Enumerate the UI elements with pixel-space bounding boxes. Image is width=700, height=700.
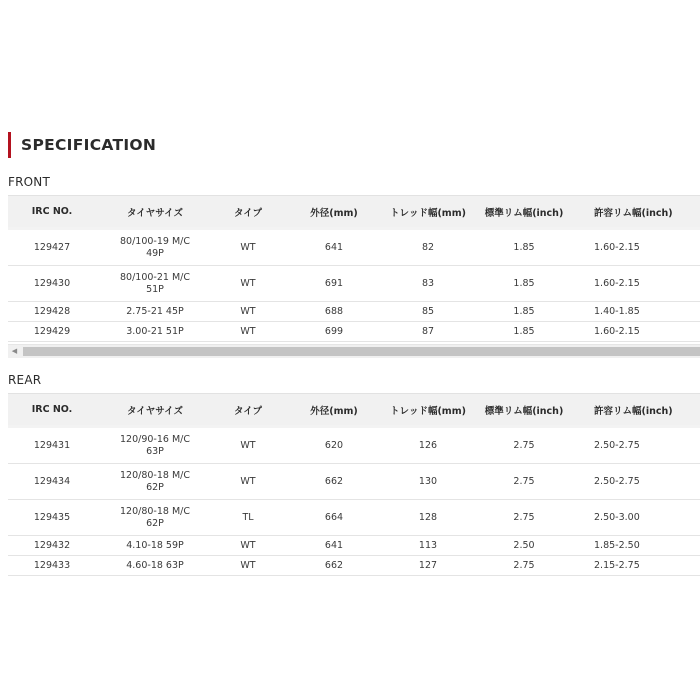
irc-no-cell: 129427 [8, 229, 96, 266]
allow-rim-cell: 2.50-2.75 [578, 427, 700, 464]
rear-label: REAR [8, 373, 42, 387]
diameter-cell: 691 [282, 266, 386, 302]
type-cell: WT [214, 302, 282, 322]
col-allowed-rim: 許容リム幅(inch) [578, 394, 700, 427]
table-row [8, 302, 700, 322]
irc-no-cell: 129435 [8, 500, 96, 536]
diameter-cell: 664 [282, 500, 386, 536]
size-line1: 80/100-21 M/C [120, 271, 190, 283]
scroll-left-arrow-icon[interactable]: ◀ [11, 347, 18, 355]
col-type: タイプ [214, 196, 282, 229]
tire-size-cell [96, 464, 214, 500]
tire-size-cell [96, 266, 214, 302]
table-row [8, 322, 700, 342]
rear-header-row [8, 394, 700, 427]
irc-no-cell: 129433 [8, 556, 96, 576]
col-outer-diameter: 外径(mm) [282, 196, 386, 229]
irc-no-cell: 129434 [8, 464, 96, 500]
tread-cell: 87 [386, 322, 470, 342]
col-standard-rim: 標準リム幅(inch) [470, 196, 578, 229]
table-row [8, 229, 700, 266]
tread-cell: 83 [386, 266, 470, 302]
std-rim-cell: 1.85 [470, 322, 578, 342]
table-row [8, 266, 700, 302]
allow-rim-cell: 2.15-2.75 [578, 556, 700, 576]
tire-size-cell [96, 229, 214, 266]
std-rim-cell: 2.75 [470, 464, 578, 500]
scrollbar-thumb[interactable] [23, 347, 700, 356]
tire-size-cell [96, 427, 214, 464]
tread-cell: 82 [386, 229, 470, 266]
std-rim-cell: 1.85 [470, 266, 578, 302]
std-rim-cell: 2.75 [470, 500, 578, 536]
tread-cell: 127 [386, 556, 470, 576]
tread-cell: 130 [386, 464, 470, 500]
std-rim-cell: 1.85 [470, 229, 578, 266]
irc-no-cell: 129431 [8, 427, 96, 464]
tire-size-cell: 4.60-18 63P [96, 556, 214, 576]
size-line1: 120/90-16 M/C [120, 433, 190, 445]
tire-size-cell [96, 500, 214, 536]
type-cell: WT [214, 556, 282, 576]
diameter-cell: 641 [282, 536, 386, 556]
diameter-cell: 620 [282, 427, 386, 464]
col-irc-no: IRC NO. [8, 394, 96, 427]
type-cell: WT [214, 464, 282, 500]
col-tread-width: トレッド幅(mm) [386, 196, 470, 229]
allow-rim-cell: 1.60-2.15 [578, 229, 700, 266]
allow-rim-cell: 2.50-3.00 [578, 500, 700, 536]
front-header-row [8, 196, 700, 229]
tire-size-cell: 4.10-18 59P [96, 536, 214, 556]
tread-cell: 128 [386, 500, 470, 536]
table-row [8, 464, 700, 500]
table-row [8, 536, 700, 556]
diameter-cell: 688 [282, 302, 386, 322]
section-title: SPECIFICATION [8, 132, 156, 158]
type-cell: TL [214, 500, 282, 536]
table-row [8, 556, 700, 576]
std-rim-cell: 2.75 [470, 556, 578, 576]
front-spec-table [8, 195, 700, 342]
std-rim-cell: 2.75 [470, 427, 578, 464]
col-outer-diameter: 外径(mm) [282, 394, 386, 427]
size-line2: 63P [146, 445, 164, 457]
col-tread-width: トレッド幅(mm) [386, 394, 470, 427]
col-allowed-rim: 許容リム幅(inch) [578, 196, 700, 229]
irc-no-cell: 129430 [8, 266, 96, 302]
irc-no-cell: 129428 [8, 302, 96, 322]
irc-no-cell: 129432 [8, 536, 96, 556]
tread-cell: 113 [386, 536, 470, 556]
std-rim-cell: 1.85 [470, 302, 578, 322]
tire-size-cell: 3.00-21 51P [96, 322, 214, 342]
std-rim-cell: 2.50 [470, 536, 578, 556]
type-cell: WT [214, 427, 282, 464]
diameter-cell: 699 [282, 322, 386, 342]
tread-cell: 85 [386, 302, 470, 322]
size-line2: 62P [146, 517, 164, 529]
allow-rim-cell: 1.85-2.50 [578, 536, 700, 556]
col-tire-size: タイヤサイズ [96, 394, 214, 427]
rear-spec-table [8, 393, 700, 576]
diameter-cell: 662 [282, 556, 386, 576]
allow-rim-cell: 1.60-2.15 [578, 322, 700, 342]
size-line1: 120/80-18 M/C [120, 505, 190, 517]
diameter-cell: 641 [282, 229, 386, 266]
type-cell: WT [214, 322, 282, 342]
tread-cell: 126 [386, 427, 470, 464]
allow-rim-cell: 1.40-1.85 [578, 302, 700, 322]
allow-rim-cell: 2.50-2.75 [578, 464, 700, 500]
col-tire-size: タイヤサイズ [96, 196, 214, 229]
size-line2: 49P [146, 247, 164, 259]
irc-no-cell: 129429 [8, 322, 96, 342]
size-line1: 80/100-19 M/C [120, 235, 190, 247]
diameter-cell: 662 [282, 464, 386, 500]
front-horizontal-scrollbar[interactable] [8, 344, 700, 358]
col-type: タイプ [214, 394, 282, 427]
size-line2: 62P [146, 481, 164, 493]
size-line2: 51P [146, 283, 164, 295]
size-line1: 120/80-18 M/C [120, 469, 190, 481]
type-cell: WT [214, 229, 282, 266]
table-row [8, 427, 700, 464]
col-irc-no: IRC NO. [8, 196, 96, 229]
col-standard-rim: 標準リム幅(inch) [470, 394, 578, 427]
type-cell: WT [214, 536, 282, 556]
tire-size-cell: 2.75-21 45P [96, 302, 214, 322]
type-cell: WT [214, 266, 282, 302]
allow-rim-cell: 1.60-2.15 [578, 266, 700, 302]
front-label: FRONT [8, 175, 50, 189]
table-row [8, 500, 700, 536]
